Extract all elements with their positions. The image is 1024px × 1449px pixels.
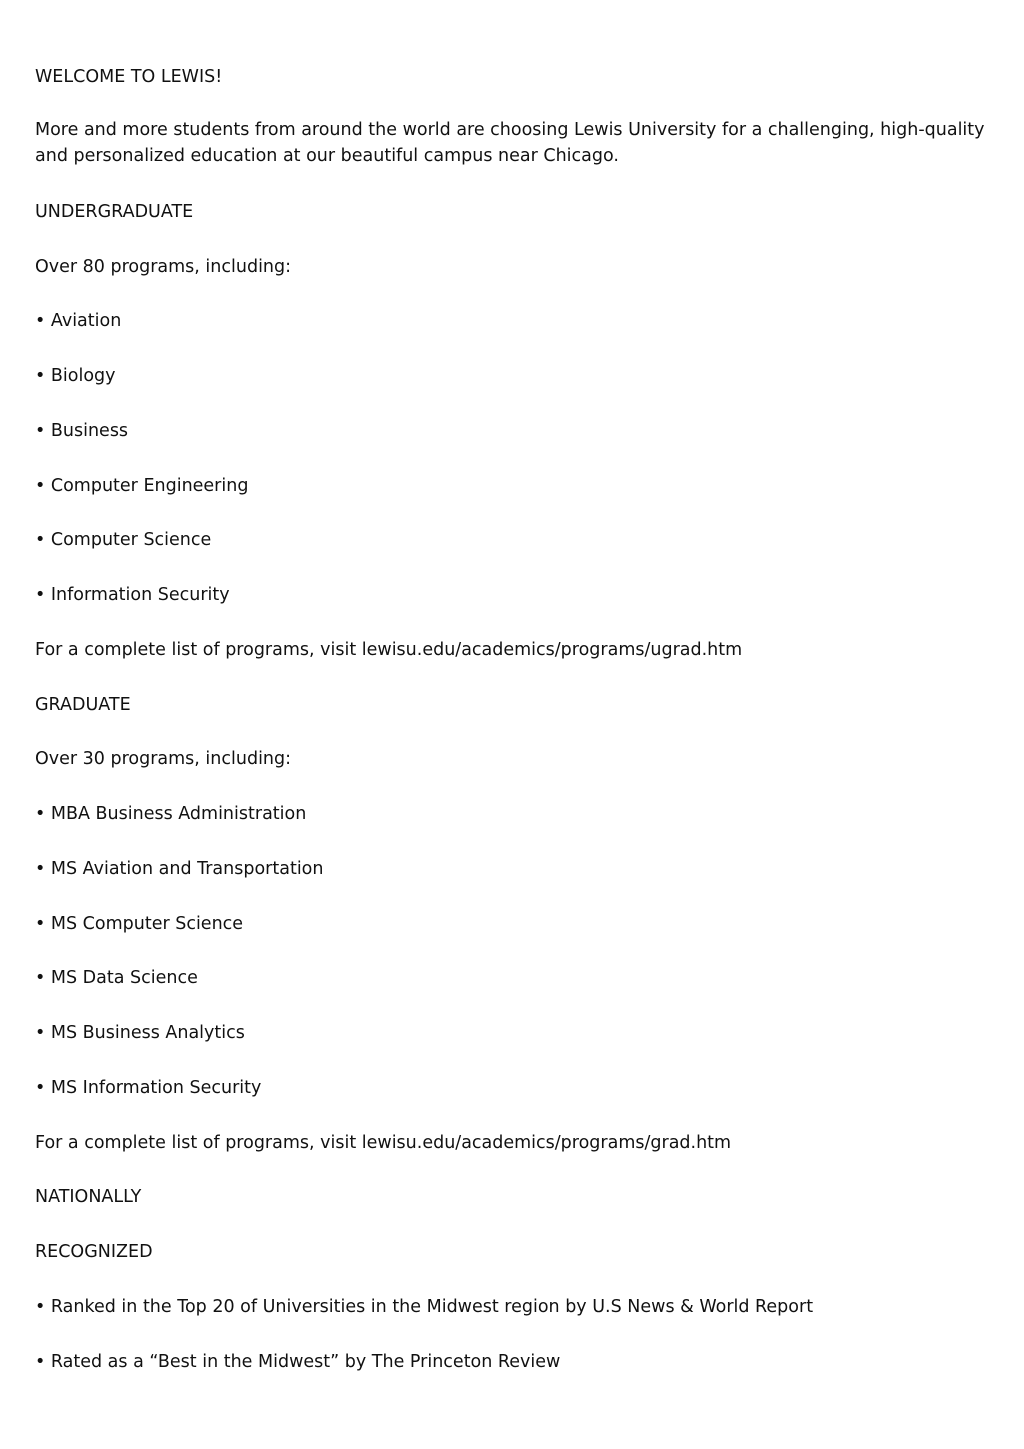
undergraduate-intro: Over 80 programs, including: (35, 256, 292, 277)
undergraduate-program-item: • Biology (35, 366, 116, 386)
graduate-program-item: • MS Business Analytics (35, 1023, 245, 1043)
undergraduate-more-info: For a complete list of programs, visit lewisu.edu/academics/programs/ugrad.htm (35, 639, 743, 660)
graduate-program-item: • MBA Business Administration (35, 804, 307, 824)
graduate-program-item: • MS Aviation and Transportation (35, 858, 324, 879)
graduate-program-item: • MS Data Science (35, 968, 198, 989)
graduate-more-info: For a complete list of programs, visit lewisu.edu/academics/programs/grad.htm (35, 1132, 732, 1153)
document-page (35, 62, 995, 1401)
graduate-program-item: • MS Computer Science (35, 913, 244, 934)
graduate-heading: GRADUATE (35, 694, 131, 715)
undergraduate-program-item: • Computer Engineering (35, 475, 249, 496)
recognition-item: • Rated as a “Best in the Midwest” by The Princeton Review (35, 1351, 561, 1372)
recognition-item: • Ranked in the Top 20 of Universities in the Midwest region by U.S News & World Report (35, 1296, 814, 1317)
undergraduate-program-item: • Aviation (35, 311, 122, 332)
undergraduate-program-item: • Business (35, 420, 129, 441)
graduate-program-item: • MS Information Security (35, 1077, 262, 1098)
graduate-intro: Over 30 programs, including: (35, 749, 292, 770)
undergraduate-heading: UNDERGRADUATE (35, 201, 194, 222)
undergraduate-program-item: • Computer Science (35, 530, 212, 551)
welcome-heading: WELCOME TO LEWIS! (35, 67, 223, 87)
recognition-heading-line2: RECOGNIZED (35, 1242, 153, 1262)
intro-paragraph: More and more students from around the world are choosing Lewis University for a challenging, high-quality and personalized education at our beautiful campus near Chicago. (35, 119, 985, 166)
recognition-heading-line1: NATIONALLY (35, 1187, 142, 1208)
undergraduate-program-item: • Information Security (35, 585, 230, 605)
